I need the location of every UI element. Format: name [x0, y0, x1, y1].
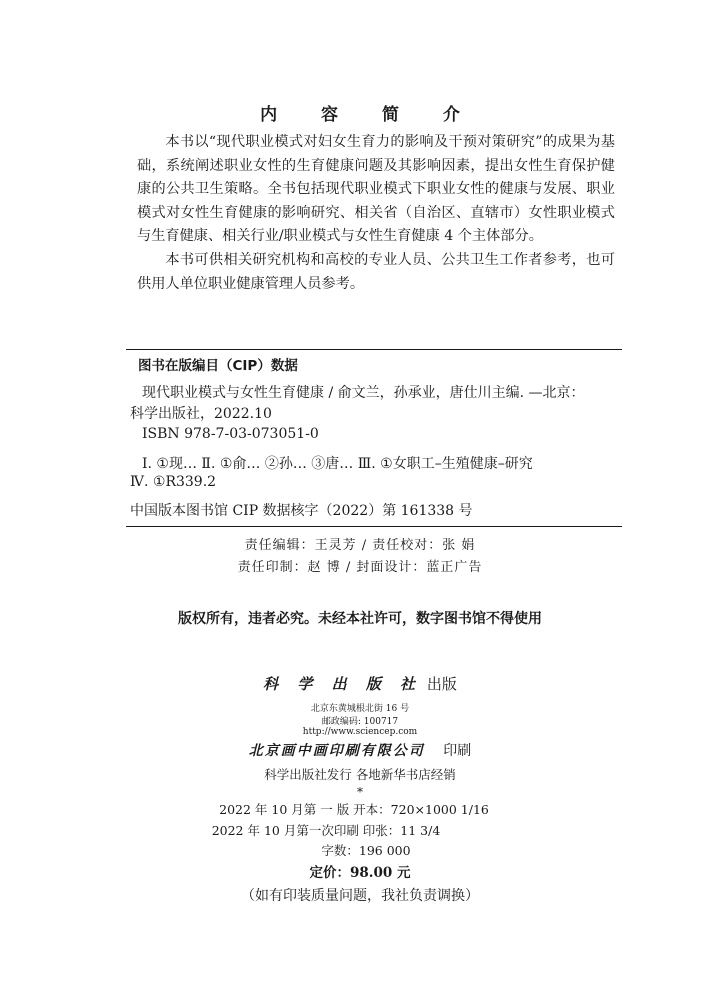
summary-body — [137, 131, 615, 296]
cip-classification-code: Ⅳ. ①R339.2 — [130, 474, 217, 490]
printer-line — [0, 740, 720, 760]
copyright-notice: 版权所有，违者必究。未经本社许可，数字图书馆不得使用 — [178, 611, 542, 627]
publisher-postcode: 邮政编码: 100717 — [321, 717, 399, 727]
edition-line: 2022 年 10 月第 一 版 开本：720×1000 1/16 — [219, 802, 489, 817]
distribution-line: 科学出版社发行 各地新华书店经销 — [264, 767, 456, 782]
publisher-url: http://www.sciencep.com — [302, 727, 418, 737]
cip-title-line: 现代职业模式与女性生育健康 / 俞文兰，孙承业，唐仕川主编. —北京： — [142, 385, 585, 401]
cip-check-number: 中国版本图书馆 CIP 数据核字（2022）第 161338 号 — [130, 503, 473, 519]
publisher-address: 北京东黄城根北街 16 号 — [310, 704, 410, 714]
printing-line: 2022 年 10 月第一次印刷 印张：11 3/4 — [211, 823, 441, 838]
cip-isbn: ISBN 978-7-03-073051-0 — [142, 426, 319, 442]
cip-top-rule — [126, 349, 622, 350]
summary-title: 内 容 简 介 — [260, 105, 479, 125]
word-count: 字数：196 000 — [321, 843, 411, 858]
quality-notice: （如有印装质量问题，我社负责调换） — [241, 888, 479, 904]
cip-heading: 图书在版编目（CIP）数据 — [138, 358, 298, 374]
price: 定价：98.00 元 — [309, 865, 411, 881]
cip-publisher-line: 科学出版社，2022.10 — [130, 406, 272, 422]
credits-editor-line: 责任编辑：王灵芳 / 责任校对：张 娟 — [244, 538, 476, 553]
summary-paragraph: 本书可供相关研究机构和高校的专业人员、公共卫生工作者参考，也可供用人单位职业健康管理人员参考。 — [137, 251, 615, 292]
printer-suffix: 印刷 — [443, 743, 472, 759]
printer-logo-text: 北京画中画印刷有限公司 — [248, 743, 425, 759]
summary-paragraph: 本书以“现代职业模式对妇女生育力的影响及干预对策研究”的成果为基础，系统阐述职业女性的生育健康问题及其影响因素，提出女性生育保护健康的公共卫生策略。全书包括现代职业模式下职业女性的健康与发展、职业模式对女性生育健康的影响研究、相关省（自治区、直辖市）女性职业模式与生育健康、相关行业/职业模式与女性生育健康 4 个主体部分。 — [137, 134, 615, 245]
publisher-suffix: 出版 — [426, 675, 457, 693]
publisher-line — [0, 673, 720, 694]
cip-bottom-rule — [126, 526, 622, 527]
cip-classification: Ⅰ. ①现… Ⅱ. ①俞… ②孙… ③唐… Ⅲ. ①女职工–生殖健康–研究 — [142, 456, 533, 472]
publisher-logo-text: 科 学 出 版 社 — [263, 675, 423, 693]
credits-print-line: 责任印制：赵 博 / 封面设计：蓝正广告 — [237, 560, 483, 575]
separator-star: * — [357, 785, 363, 799]
